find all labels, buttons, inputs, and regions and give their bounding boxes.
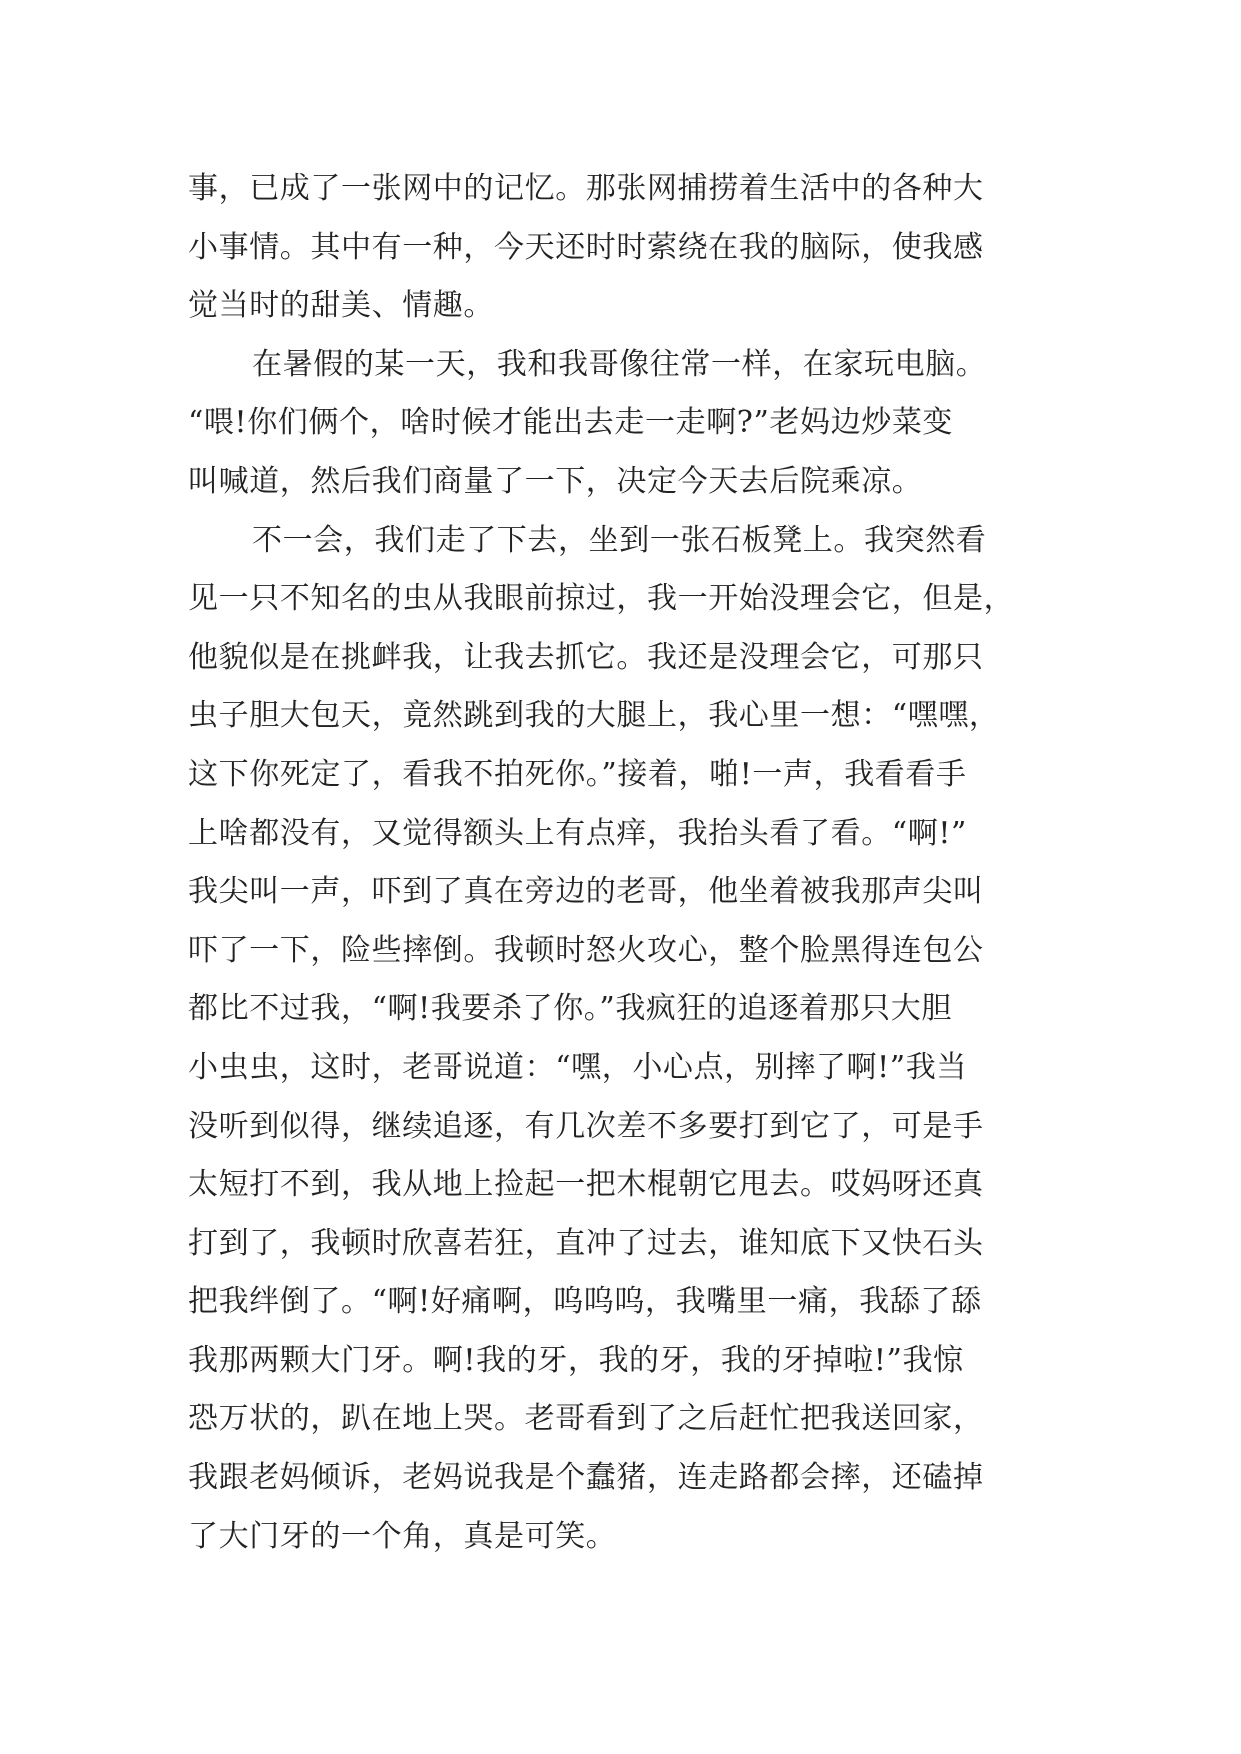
text-line: 他貌似是在挑衅我，让我去抓它。我还是没理会它，可那只 (188, 639, 984, 675)
text-line: 觉当时的甜美、情趣。 (188, 288, 494, 324)
text-line: 太短打不到，我从地上捡起一把木棍朝它甩去。哎妈呀还真 (188, 1167, 984, 1203)
text-line: 我尖叫一声，吓到了真在旁边的老哥，他坐着被我那声尖叫 (188, 874, 984, 910)
text-line: “喂!你们俩个，啥时候才能出去走一走啊?”老妈边炒菜变 (188, 405, 954, 441)
text-line: 虫子胆大包天，竟然跳到我的大腿上，我心里一想：“嘿嘿， (188, 698, 1000, 734)
text-line: 叫喊道，然后我们商量了一下，决定今天去后院乘凉。 (188, 463, 923, 499)
text-line: 上啥都没有，又觉得额头上有点痒，我抬头看了看。“啊!” (188, 815, 967, 851)
text-line: 小事情。其中有一种，今天还时时萦绕在我的脑际，使我感 (188, 229, 984, 265)
document-body (188, 160, 1068, 1566)
text-line: 把我绊倒了。“啊!好痛啊，呜呜呜，我嘴里一痛，我舔了舔 (188, 1284, 982, 1320)
text-line: 吓了一下，险些摔倒。我顿时怒火攻心，整个脸黑得连包公 (188, 932, 984, 968)
text-line: 见一只不知名的虫从我眼前掠过，我一开始没理会它，但是， (188, 581, 1015, 617)
text-line: 我跟老妈倾诉，老妈说我是个蠢猪，连走路都会摔，还磕掉 (188, 1460, 984, 1496)
text-line: 我那两颗大门牙。啊!我的牙，我的牙，我的牙掉啦!”我惊 (188, 1342, 964, 1378)
text-line: 这下你死定了，看我不拍死你。”接着，啪!一声，我看看手 (188, 756, 967, 792)
text-line: 小虫虫，这时，老哥说道：“嘿，小心点，别摔了啊!”我当 (188, 1049, 967, 1085)
text-line: 事，已成了一张网中的记忆。那张网捕捞着生活中的各种大 (188, 171, 984, 206)
paragraph-first-line: 不一会，我们走了下去，坐到一张石板凳上。我突然看 (252, 522, 987, 558)
text-line: 打到了，我顿时欣喜若狂，直冲了过去，谁知底下又快石头 (188, 1225, 984, 1261)
text-line: 了大门牙的一个角，真是可笑。 (188, 1518, 617, 1554)
paragraph-first-line: 在暑假的某一天，我和我哥像往常一样，在家玩电脑。 (252, 346, 987, 382)
text-line: 没听到似得，继续追逐，有几次差不多要打到它了，可是手 (188, 1108, 984, 1144)
text-line: 都比不过我，“啊!我要杀了你。”我疯狂的追逐着那只大胆 (188, 991, 952, 1027)
text-line: 恐万状的，趴在地上哭。老哥看到了之后赶忙把我送回家， (188, 1401, 984, 1437)
